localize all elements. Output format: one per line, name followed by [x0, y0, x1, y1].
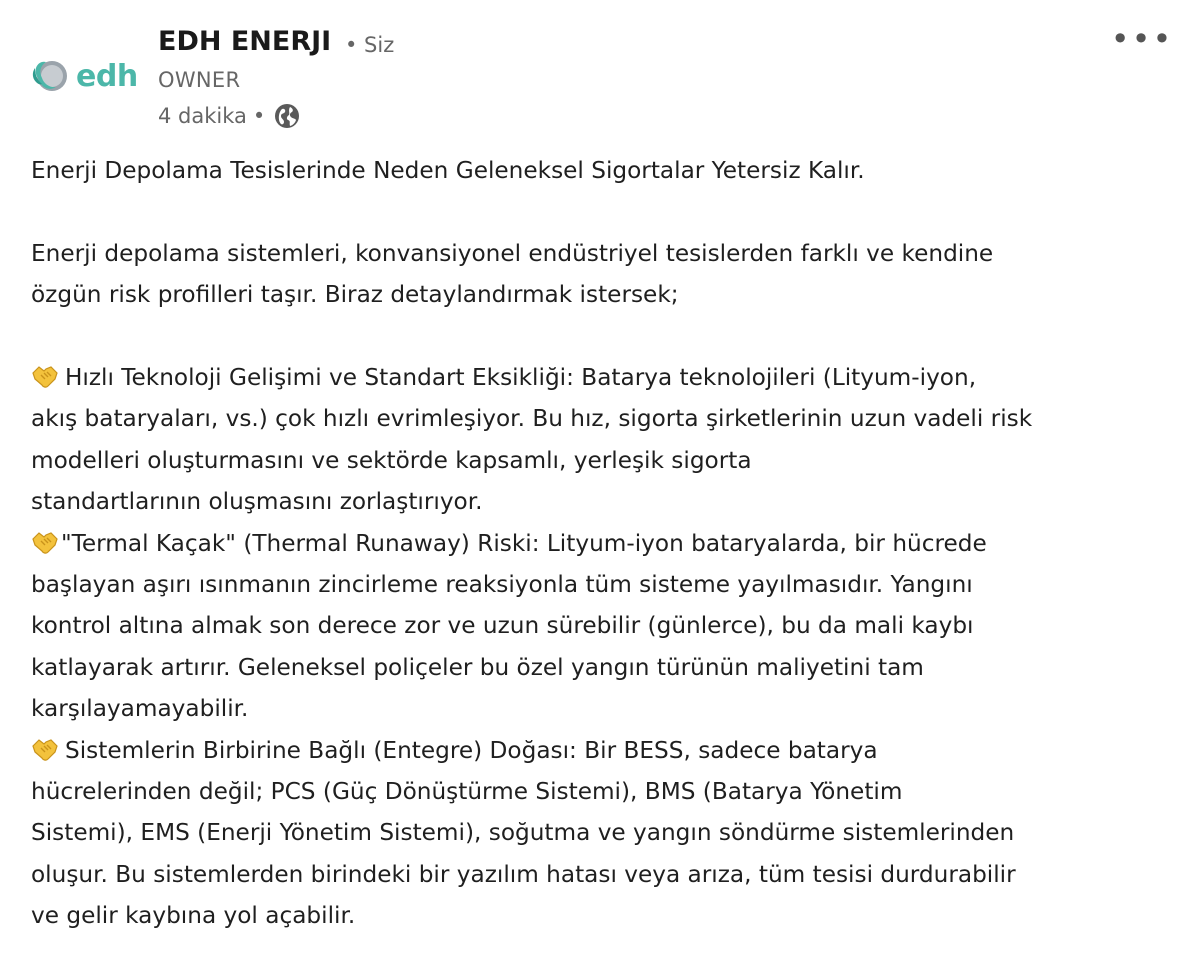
- author-relation: • Siz: [345, 33, 395, 57]
- bullet-item: [31, 730, 1181, 937]
- handshake-emoji-icon: [31, 529, 59, 555]
- bullet-line: katlayarak artırır. Geleneksel poliçeler bu özel yangın türünün maliyetini tam: [31, 653, 924, 681]
- more-options-button[interactable]: •••: [1110, 20, 1174, 58]
- globe-icon: [273, 102, 301, 130]
- bullet-item: [31, 523, 1181, 730]
- bullet-line: hücrelerinden değil; PCS (Güç Dönüştürme Sistemi), BMS (Batarya Yönetim: [31, 778, 903, 806]
- post-time: 4 dakika: [158, 104, 247, 128]
- bullet-line: oluşur. Bu sistemlerden birindeki bir yazılım hatası veya arıza, tüm tesisi durdurabilir: [31, 860, 1016, 888]
- post-title: Enerji Depolama Tesislerinde Neden Geleneksel Sigortalar Yetersiz Kalır.: [31, 157, 865, 184]
- intro-paragraph: [31, 233, 1181, 316]
- edh-logo-icon: [28, 54, 72, 98]
- bullet-line: Hızlı Teknoloji Gelişimi ve Standart Eksikliği: Batarya teknolojileri (Lityum-iyon,: [65, 364, 977, 391]
- bullet-line: modelleri oluşturmasını ve sektörde kapsamlı, yerleşik sigorta: [31, 446, 752, 474]
- bullet-line: karşılayamayabilir.: [31, 695, 249, 723]
- spacer: [31, 191, 1181, 232]
- intro-line: özgün risk profilleri taşır. Biraz detaylandırmak istersek;: [31, 281, 679, 309]
- author-role: OWNER: [158, 68, 241, 92]
- bullet-line: ve gelir kaybına yol açabilir.: [31, 902, 356, 930]
- bullet-line: akış bataryaları, vs.) çok hızlı evrimleşiyor. Bu hız, sigorta şirketlerinin uzun vadeli risk: [31, 405, 1033, 433]
- post-body: [31, 150, 1181, 937]
- bullet-line: kontrol altına almak son derece zor ve uzun sürebilir (günlerce), bu da mali kaybı: [31, 612, 974, 640]
- bullet-line: "Termal Kaçak" (Thermal Runaway) Riski: Lityum-iyon bataryalarda, bir hücrede: [61, 529, 987, 557]
- spacer: [31, 316, 1181, 357]
- handshake-emoji-icon: [31, 736, 59, 762]
- time-separator: •: [252, 104, 266, 128]
- bullet-line: başlayan aşırı ısınmanın zincirleme reaksiyonla tüm sisteme yayılmasıdır. Yangını: [31, 571, 973, 599]
- post-timestamp-row: [158, 100, 301, 132]
- company-logo[interactable]: [28, 48, 140, 104]
- logo-wordmark: edh: [76, 58, 138, 94]
- intro-line: Enerji depolama sistemleri, konvansiyonel endüstriyel tesislerden farklı ve kendine: [31, 239, 994, 267]
- bullet-item: [31, 357, 1181, 523]
- author-name[interactable]: EDH ENERJI: [158, 26, 332, 57]
- bullet-line: standartlarının oluşmasını zorlaştırıyor.: [31, 488, 483, 516]
- bullet-line: Sistemlerin Birbirine Bağlı (Entegre) Doğası: Bir BESS, sadece batarya: [65, 736, 878, 764]
- bullet-line: Sistemi), EMS (Enerji Yönetim Sistemi), soğutma ve yangın söndürme sistemlerinden: [31, 819, 1015, 847]
- handshake-emoji-icon: [31, 363, 59, 389]
